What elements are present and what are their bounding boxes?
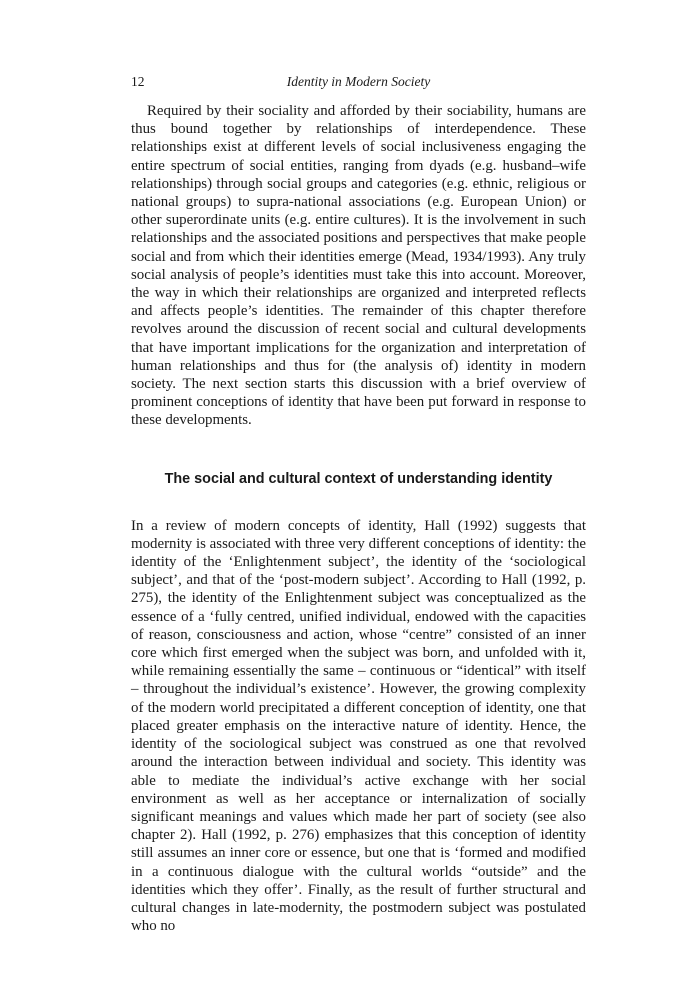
page-content xyxy=(131,72,586,935)
body-paragraph: Required by their sociality and afforded by their sociability, humans are thus bound together by relationships of interdependence. These relationships exist at different levels of social inclusiveness engaging the entire spectrum of social entities, ranging from dyads (e.g. husband–wife relationships) through social groups and categories (e.g. ethnic, religious or national groups) to supra-national associations (e.g. European Union) or other superordinate units (e.g. entire cultures). It is the involvement in such relationships and the associated positions and perspectives that make people social and from which their identities emerge (Mead, 1934/1993). Any truly social analysis of people’s identities must take this into account. Moreover, the way in which their relationships are organized and interpreted reflects and affects people’s identities. The remainder of this chapter therefore revolves around the discussion of recent social and cultural developments that have important implications for the organization and interpretation of human relationships and thus for (the analysis of) identity in modern society. The next section starts this discussion with a brief overview of prominent conceptions of identity that have been put forward in response to these developments. xyxy=(131,103,586,429)
section-heading: The social and cultural context of understanding identity xyxy=(164,470,553,487)
body-paragraph: In a review of modern concepts of identity, Hall (1992) suggests that modernity is associated with three very different conceptions of identity: the identity of the ‘Enlightenment subject’, the identity of the ‘sociological subject’, and that of the ‘post-modern subject’. According to Hall (1992, p. 275), the identity of the Enlightenment subject was conceptualized as the essence of a ‘fully centred, unified individual, endowed with the capacities of reason, consciousness and action, whose “centre” consisted of an inner core which first emerged when the subject was born, and unfolded with it, while remaining essentially the same – continuous or “identical” with itself – throughout the individual’s existence’. However, the growing complexity of the modern world precipitated a different conception of identity, one that placed greater emphasis on the interactive nature of identity. Hence, the identity of the sociological subject was construed as one that revolved around the interaction between individual and society. This identity was able to mediate the individual’s active exchange with her social environment as well as her acceptance or internalization of socially significant meanings and values which made her part of society (see also chapter 2). Hall (1992, p. 276) emphasizes that this conception of identity still assumes an inner core or essence, but one that is ‘formed and modified in a continuous dialogue with the cultural worlds “outside” and the identities which they offer’. Finally, as the result of further structural and cultural changes in late-modernity, the postmodern subject was postulated who no xyxy=(131,517,586,935)
page-number: 12 xyxy=(131,74,145,89)
running-head xyxy=(131,72,586,92)
running-title: Identity in Modern Society xyxy=(286,74,431,89)
